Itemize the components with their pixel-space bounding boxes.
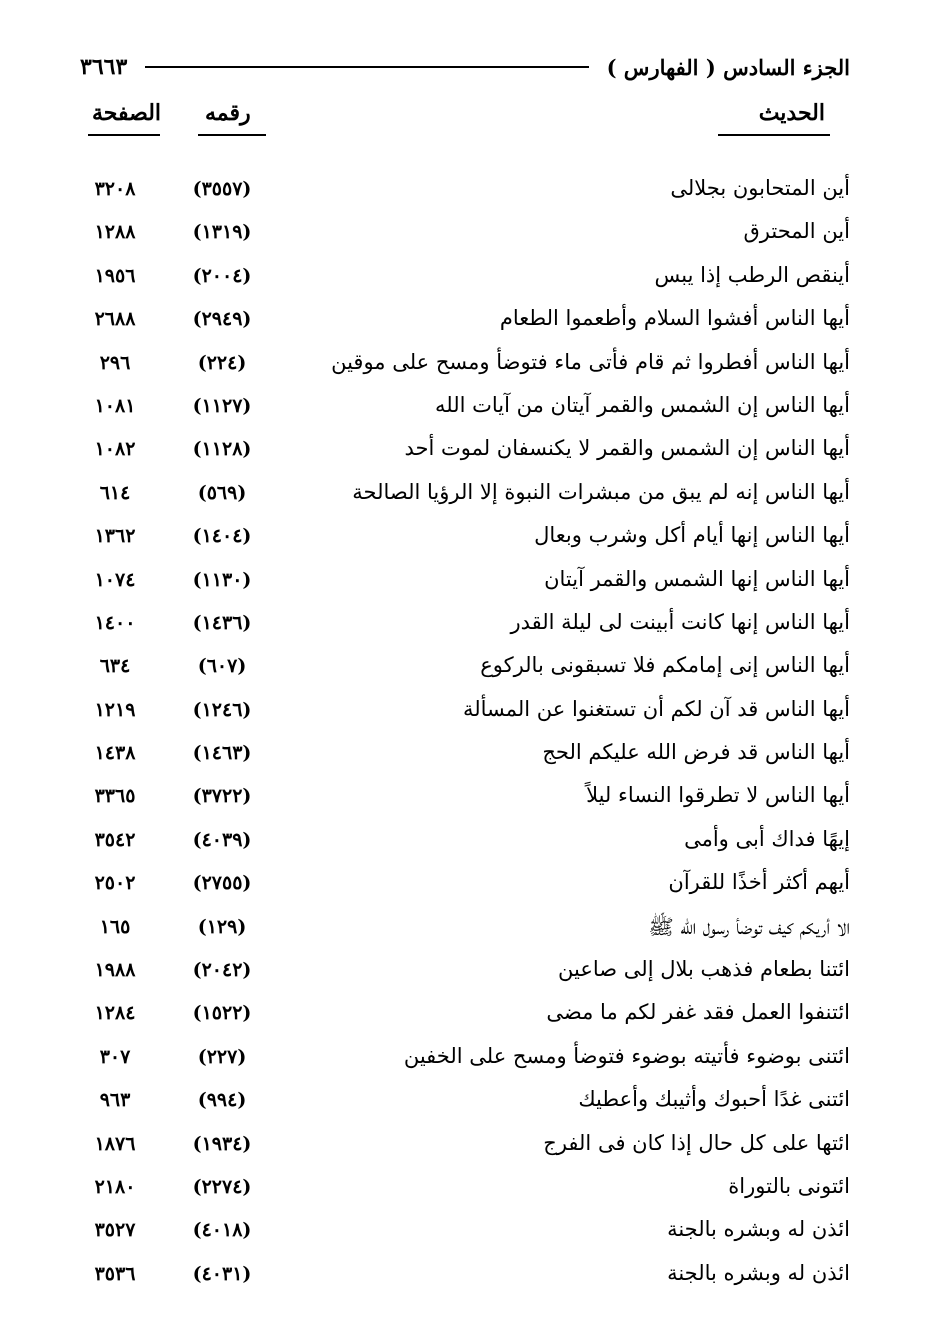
hadith-number: (١٢٩) <box>197 915 247 938</box>
hadith-text: أيها الناس إنه لم يبق من مبشرات النبوة إلا الرؤيا الصالحة <box>352 479 850 504</box>
page-reference: ١٣٦٢ <box>94 525 136 548</box>
column-header-number-underline <box>198 134 266 136</box>
hadith-text: ائذن له وبشره بالجنة <box>667 1217 850 1242</box>
index-entry <box>60 302 850 345</box>
page-reference: ١٠٨٢ <box>94 438 136 461</box>
hadith-number: (١١٢٧) <box>192 394 252 417</box>
index-entry <box>60 736 850 779</box>
column-header-page-underline <box>88 134 160 136</box>
hadith-text: أيها الناس قد فرض الله عليكم الحج <box>542 740 850 765</box>
page-reference: ١٠٧٤ <box>94 568 136 591</box>
hadith-number: (١١٢٨) <box>192 438 252 461</box>
hadith-text: أيها الناس قد آن لكم أن تستغنوا عن المسألة <box>462 696 850 721</box>
hadith-number: (٤٠١٨) <box>192 1219 252 1242</box>
hadith-text: أيها الناس أفطروا ثم قام فأتى ماء فتوضأ ومسح على موقين <box>331 349 850 374</box>
page-reference: ١٢١٩ <box>94 698 136 721</box>
hadith-text: أيها الناس إنها الشمس والقمر آيتان <box>544 566 850 591</box>
index-entry <box>60 649 850 692</box>
page-reference: ٢٩٦ <box>99 351 131 374</box>
index-entry <box>60 693 850 736</box>
index-entry <box>60 259 850 302</box>
hadith-number: (٢٠٠٤) <box>192 264 252 287</box>
page-reference: ١٢٨٨ <box>94 221 136 244</box>
hadith-text: أين المتحابون بجلالى <box>670 176 850 200</box>
hadith-number: (١٤٠٤) <box>192 525 252 548</box>
page-reference: ٣٢٠٨ <box>94 178 136 200</box>
page-reference: ١٤٣٨ <box>94 742 136 765</box>
page-reference: ٢١٨٠ <box>94 1175 136 1198</box>
page-reference: ١٤٠٠ <box>94 611 136 634</box>
hadith-number: (٣٧٢٢) <box>192 785 252 808</box>
index-entry <box>60 519 850 562</box>
hadith-text: ائتنفوا العمل فقد غفر لكم ما مضى <box>546 1000 850 1025</box>
page-reference: ١٩٨٨ <box>94 959 136 982</box>
hadith-text: الا أريكم كيف توضأ رسول الله ﷺ <box>648 914 850 939</box>
index-entry <box>60 563 850 606</box>
column-header-page: الصفحة <box>92 100 162 126</box>
hadith-text: أينقص الرطب إذا يبس <box>654 262 850 287</box>
column-header-number: رقمه <box>205 100 251 126</box>
hadith-text: أيها الناس لا تطرقوا النساء ليلاً <box>586 783 850 808</box>
index-entry <box>60 953 850 996</box>
hadith-number: (٣٥٥٧) <box>192 178 252 200</box>
page-reference: ١٨٧٦ <box>94 1132 136 1155</box>
index-entry <box>60 172 850 215</box>
running-header <box>80 50 850 84</box>
page-reference: ٣٥٤٢ <box>94 828 136 851</box>
header-rule <box>145 66 588 68</box>
hadith-text: أيها الناس إن الشمس والقمر آيتان من آيات الله <box>435 392 850 417</box>
hadith-text: ائتنى غدًا أحبوك وأثيبك وأعطيك <box>578 1087 850 1112</box>
hadith-number: (٩٩٤) <box>197 1089 247 1112</box>
hadith-number: (١٤٦٣) <box>192 742 252 765</box>
hadith-number: (٢٧٥٥) <box>192 872 252 895</box>
hadith-text: ائتنى بوضوء فأتيته بوضوء فتوضأ ومسح على الخفين <box>403 1043 850 1068</box>
page-reference: ١٩٥٦ <box>94 264 136 287</box>
hadith-number: (١٤٣٦) <box>192 611 252 634</box>
hadith-number: (٤٠٣٩) <box>192 828 252 851</box>
hadith-number: (١١٣٠) <box>192 568 252 591</box>
hadith-number: (٢٢٧) <box>197 1045 247 1068</box>
index-entry <box>60 1083 850 1126</box>
hadith-text: أيها الناس أفشوا السلام وأطعموا الطعام <box>499 306 850 331</box>
hadith-text: أيهم أكثر أخذًا للقرآن <box>668 870 850 895</box>
index-entry <box>60 866 850 909</box>
hadith-number: (٢٢٤) <box>197 351 247 374</box>
page-reference: ٣٥٢٧ <box>94 1219 136 1242</box>
hadith-text: أين المحترق <box>743 219 850 244</box>
column-header-hadith: الحديث <box>758 100 825 126</box>
hadith-text: ائتها على كل حال إذا كان فى الفرج <box>543 1130 850 1155</box>
index-entry <box>60 606 850 649</box>
hadith-text: إيهًا فداك أبى وأمى <box>684 826 850 851</box>
hadith-number: (١٢٤٦) <box>192 698 252 721</box>
hadith-text: ائذن له وبشره بالجنة <box>667 1260 850 1285</box>
index-entry <box>60 215 850 258</box>
hadith-text: أيها الناس إنى إمامكم فلا تسبقونى بالركوع <box>480 653 850 678</box>
index-entry <box>60 1257 850 1300</box>
page-reference: ١٦٥ <box>99 915 131 938</box>
hadith-number: (١٩٣٤) <box>192 1132 252 1155</box>
index-entry <box>60 1213 850 1256</box>
page-reference: ٢٦٨٨ <box>94 308 136 331</box>
page-reference: ٦١٤ <box>99 481 131 504</box>
hadith-number: (٢٩٤٩) <box>192 308 252 331</box>
column-header-hadith-underline <box>718 134 830 136</box>
hadith-text: أيها الناس إنها أيام أكل وشرب وبعال <box>534 523 850 548</box>
page-reference: ٢٥٠٢ <box>94 872 136 895</box>
index-entry <box>60 476 850 519</box>
index-entry <box>60 823 850 866</box>
index-entry <box>60 996 850 1039</box>
index-entry <box>60 1127 850 1170</box>
index-entries <box>60 172 850 1300</box>
index-entry <box>60 1170 850 1213</box>
hadith-text: ائتنا بطعام فذهب بلال إلى صاعين <box>558 957 850 982</box>
hadith-number: (٥٦٩) <box>197 481 247 504</box>
index-entry <box>60 779 850 822</box>
hadith-number: (١٣١٩) <box>192 221 252 244</box>
hadith-number: (٢٠٤٢) <box>192 959 252 982</box>
index-entry <box>60 432 850 475</box>
index-entry <box>60 346 850 389</box>
page-reference: ٣٠٧ <box>99 1045 131 1068</box>
hadith-number: (٦٠٧) <box>197 655 247 678</box>
hadith-number: (٢٢٧٤) <box>192 1175 252 1198</box>
hadith-number: (٤٠٣١) <box>192 1262 252 1285</box>
column-headers <box>80 100 830 140</box>
hadith-text: ائتونى بالتوراة <box>728 1173 850 1198</box>
index-entry <box>60 910 850 953</box>
page-reference: ٣٥٣٦ <box>94 1262 136 1285</box>
page-reference: ٣٣٦٥ <box>94 785 136 808</box>
index-entry <box>60 1040 850 1083</box>
page-number: ٣٦٦٣ <box>80 54 128 80</box>
running-title: الجزء السادس ( الفهارس ) <box>606 54 850 80</box>
index-entry <box>60 389 850 432</box>
hadith-number: (١٥٢٢) <box>192 1002 252 1025</box>
page-reference: ٦٣٤ <box>99 655 131 678</box>
page-reference: ١٠٨١ <box>94 394 136 417</box>
hadith-text: أيها الناس إنها كانت أبينت لى ليلة القدر <box>510 609 850 634</box>
hadith-text: أيها الناس إن الشمس والقمر لا يكنسفان لموت أحد <box>404 436 850 461</box>
page-reference: ٩٦٣ <box>99 1089 131 1112</box>
page-reference: ١٢٨٤ <box>94 1002 136 1025</box>
